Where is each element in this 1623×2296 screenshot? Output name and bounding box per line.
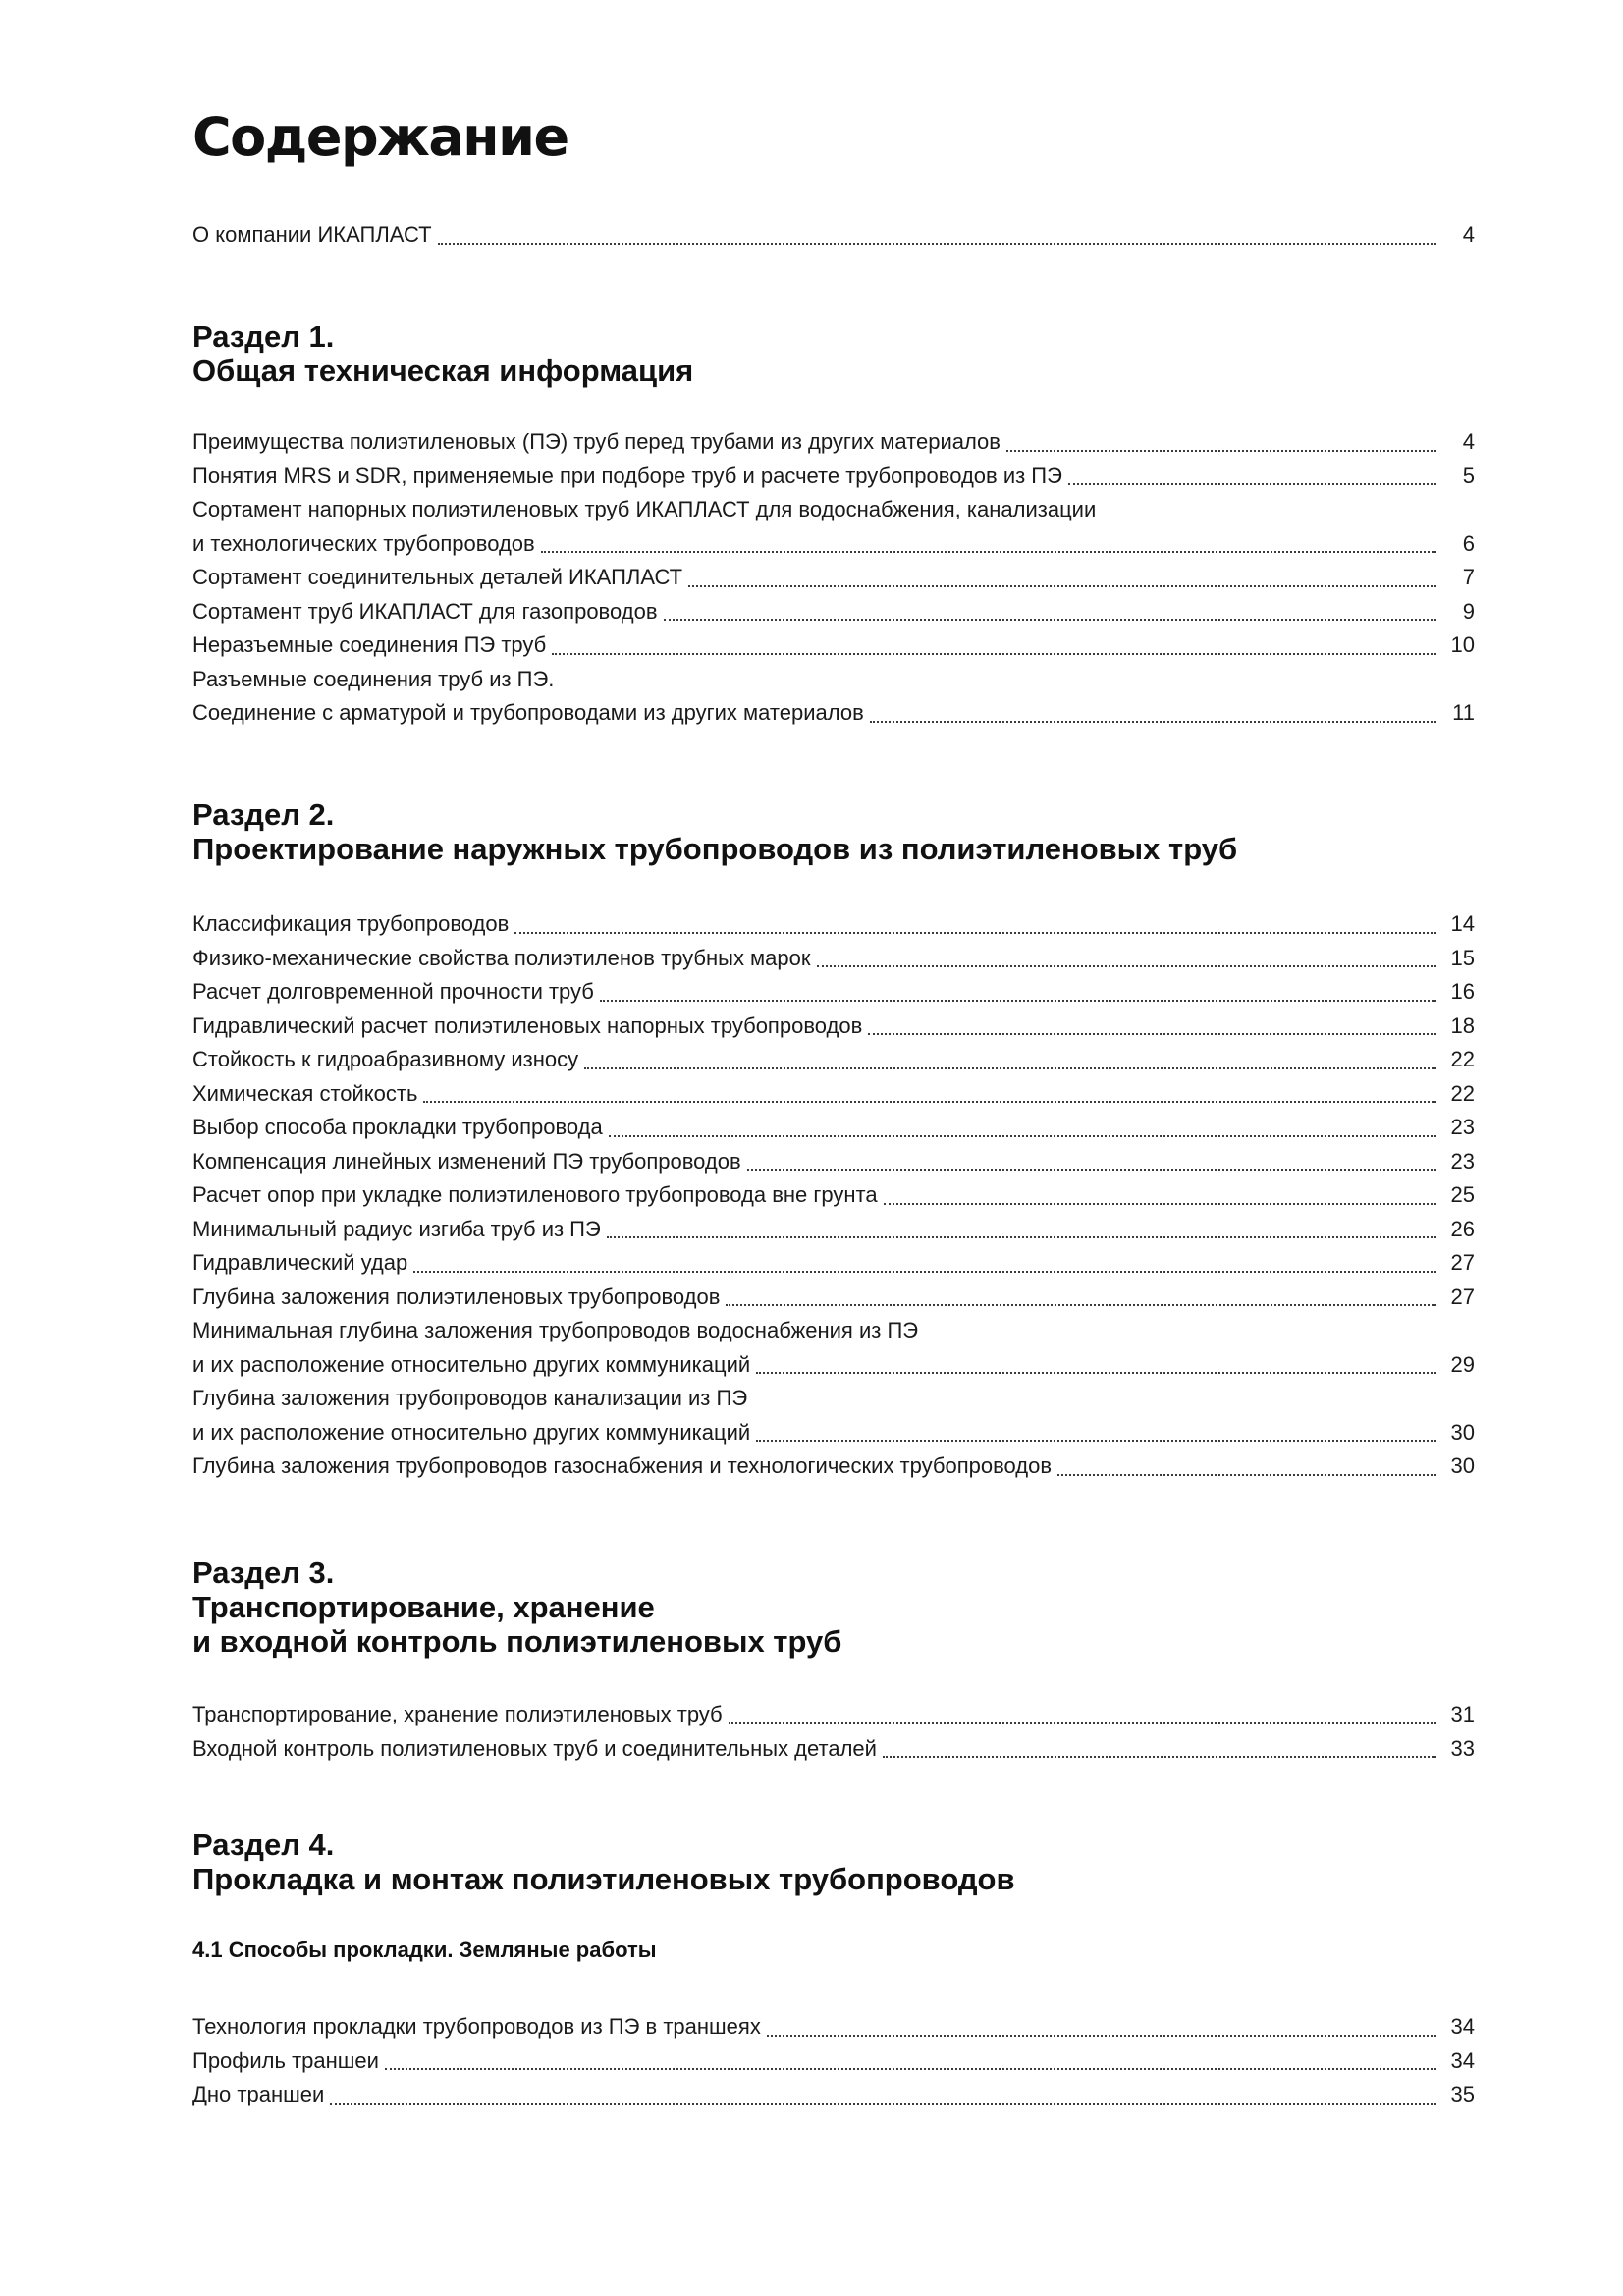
toc-entry[interactable]: Классификация трубопроводов 14 <box>192 911 1475 936</box>
dot-leader <box>817 964 1436 967</box>
dot-leader <box>541 550 1436 553</box>
section-heading: Раздел 2. Проектирование наружных трубопроводов из полиэтиленовых труб <box>192 797 1238 866</box>
dot-leader <box>385 2067 1436 2070</box>
toc-entry[interactable]: Выбор способа прокладки трубопровода 23 <box>192 1115 1475 1139</box>
section-heading: Раздел 4. Прокладка и монтаж полиэтиленовых трубопроводов <box>192 1828 1015 1896</box>
toc-entry[interactable]: Расчет долговременной прочности труб 16 <box>192 979 1475 1004</box>
toc-entry[interactable]: Минимальная глубина заложения трубопроводов водоснабжения из ПЭ и их расположение относительно других коммуникаций 29 <box>192 1318 1475 1377</box>
dot-leader <box>729 1722 1436 1724</box>
dot-leader <box>609 1134 1436 1137</box>
toc-entry[interactable]: Минимальный радиус изгиба труб из ПЭ 26 <box>192 1216 1475 1241</box>
dot-leader <box>330 2102 1436 2105</box>
dot-leader <box>413 1270 1436 1273</box>
toc-entry[interactable]: Глубина заложения полиэтиленовых трубопроводов 27 <box>192 1284 1475 1309</box>
toc-entry[interactable]: Транспортирование, хранение полиэтиленовых труб 31 <box>192 1702 1475 1726</box>
toc-entry[interactable]: Понятия MRS и SDR, применяемые при подборе труб и расчете трубопроводов из ПЭ 5 <box>192 463 1475 488</box>
dot-leader <box>1068 482 1436 485</box>
page-title: Содержание <box>192 106 568 168</box>
section-2-entries <box>192 907 1475 1484</box>
section-1 <box>192 319 1475 731</box>
dot-leader <box>664 618 1436 621</box>
toc-entry[interactable]: Преимущества полиэтиленовых (ПЭ) труб перед трубами из других материалов 4 <box>192 429 1475 454</box>
toc-entry[interactable]: Разъемные соединения труб из ПЭ. Соединение с арматурой и трубопроводами из других материалов 11 <box>192 666 1475 725</box>
toc-entry[interactable]: Сортамент напорных полиэтиленовых труб ИКАПЛАСТ для водоснабжения, канализации и технологических трубопроводов 6 <box>192 497 1475 556</box>
dot-leader <box>726 1303 1436 1306</box>
dot-leader <box>756 1371 1436 1374</box>
dot-leader <box>1006 449 1436 452</box>
toc-entry[interactable]: Сортамент соединительных деталей ИКАПЛАСТ 7 <box>192 565 1475 589</box>
toc-entry[interactable]: Компенсация линейных изменений ПЭ трубопроводов 23 <box>192 1148 1475 1174</box>
toc-entry[interactable]: Дно траншеи 35 <box>192 2082 1475 2106</box>
dot-leader <box>607 1235 1436 1238</box>
dot-leader <box>868 1032 1436 1035</box>
intro-block <box>192 218 1475 252</box>
dot-leader <box>883 1755 1436 1758</box>
toc-page-number: 4 <box>1462 222 1475 246</box>
toc-entry[interactable]: Глубина заложения трубопроводов газоснабжения и технологических трубопроводов 30 <box>192 1453 1475 1478</box>
section-3 <box>192 1556 1475 1766</box>
dot-leader <box>756 1439 1436 1442</box>
section-heading: Раздел 1. Общая техническая информация <box>192 319 694 388</box>
dot-leader <box>584 1066 1436 1069</box>
toc-entry[interactable]: Сортамент труб ИКАПЛАСТ для газопроводов 9 <box>192 598 1475 624</box>
dot-leader <box>600 999 1436 1002</box>
toc-entry-intro[interactable] <box>192 218 1475 252</box>
toc-entry[interactable]: Расчет опор при укладке полиэтиленового трубопровода вне грунта 25 <box>192 1182 1475 1207</box>
section-3-entries <box>192 1698 1475 1766</box>
toc-entry[interactable]: Физико-механические свойства полиэтиленов трубных марок 15 <box>192 945 1475 970</box>
section-heading: Раздел 3. Транспортирование, хранение и входной контроль полиэтиленовых труб <box>192 1556 842 1659</box>
toc-entry[interactable]: Гидравлический удар 27 <box>192 1250 1475 1275</box>
toc-entry[interactable]: Неразъемные соединения ПЭ труб 10 <box>192 632 1475 657</box>
toc-entry[interactable]: Стойкость к гидроабразивному износу 22 <box>192 1047 1475 1071</box>
dot-leader <box>438 242 1436 245</box>
subsection-heading: 4.1 Способы прокладки. Земляные работы <box>192 1938 657 1962</box>
section-1-entries <box>192 425 1475 731</box>
dot-leader <box>688 584 1436 587</box>
dot-leader <box>514 931 1436 934</box>
dot-leader <box>884 1202 1436 1205</box>
toc-entry[interactable]: Глубина заложения трубопроводов канализации из ПЭ и их расположение относительно других коммуникаций 30 <box>192 1386 1475 1445</box>
section-4 <box>192 1828 1475 2112</box>
toc-entry[interactable]: Химическая стойкость 22 <box>192 1080 1475 1106</box>
toc-entry[interactable]: Входной контроль полиэтиленовых труб и соединительных деталей 33 <box>192 1735 1475 1761</box>
dot-leader <box>870 720 1436 723</box>
section-2 <box>192 797 1475 1484</box>
section-4-entries <box>192 2010 1475 2112</box>
toc-entry[interactable]: Технология прокладки трубопроводов из ПЭ в траншеях 34 <box>192 2014 1475 2039</box>
toc-entry[interactable]: Профиль траншеи 34 <box>192 2048 1475 2073</box>
dot-leader <box>747 1168 1436 1171</box>
dot-leader <box>767 2034 1436 2037</box>
dot-leader <box>423 1100 1436 1103</box>
toc-entry[interactable]: Гидравлический расчет полиэтиленовых напорных трубопроводов 18 <box>192 1012 1475 1038</box>
dot-leader <box>1057 1473 1436 1476</box>
toc-entry-text: О компании ИКАПЛАСТ <box>192 222 432 246</box>
dot-leader <box>552 652 1436 655</box>
